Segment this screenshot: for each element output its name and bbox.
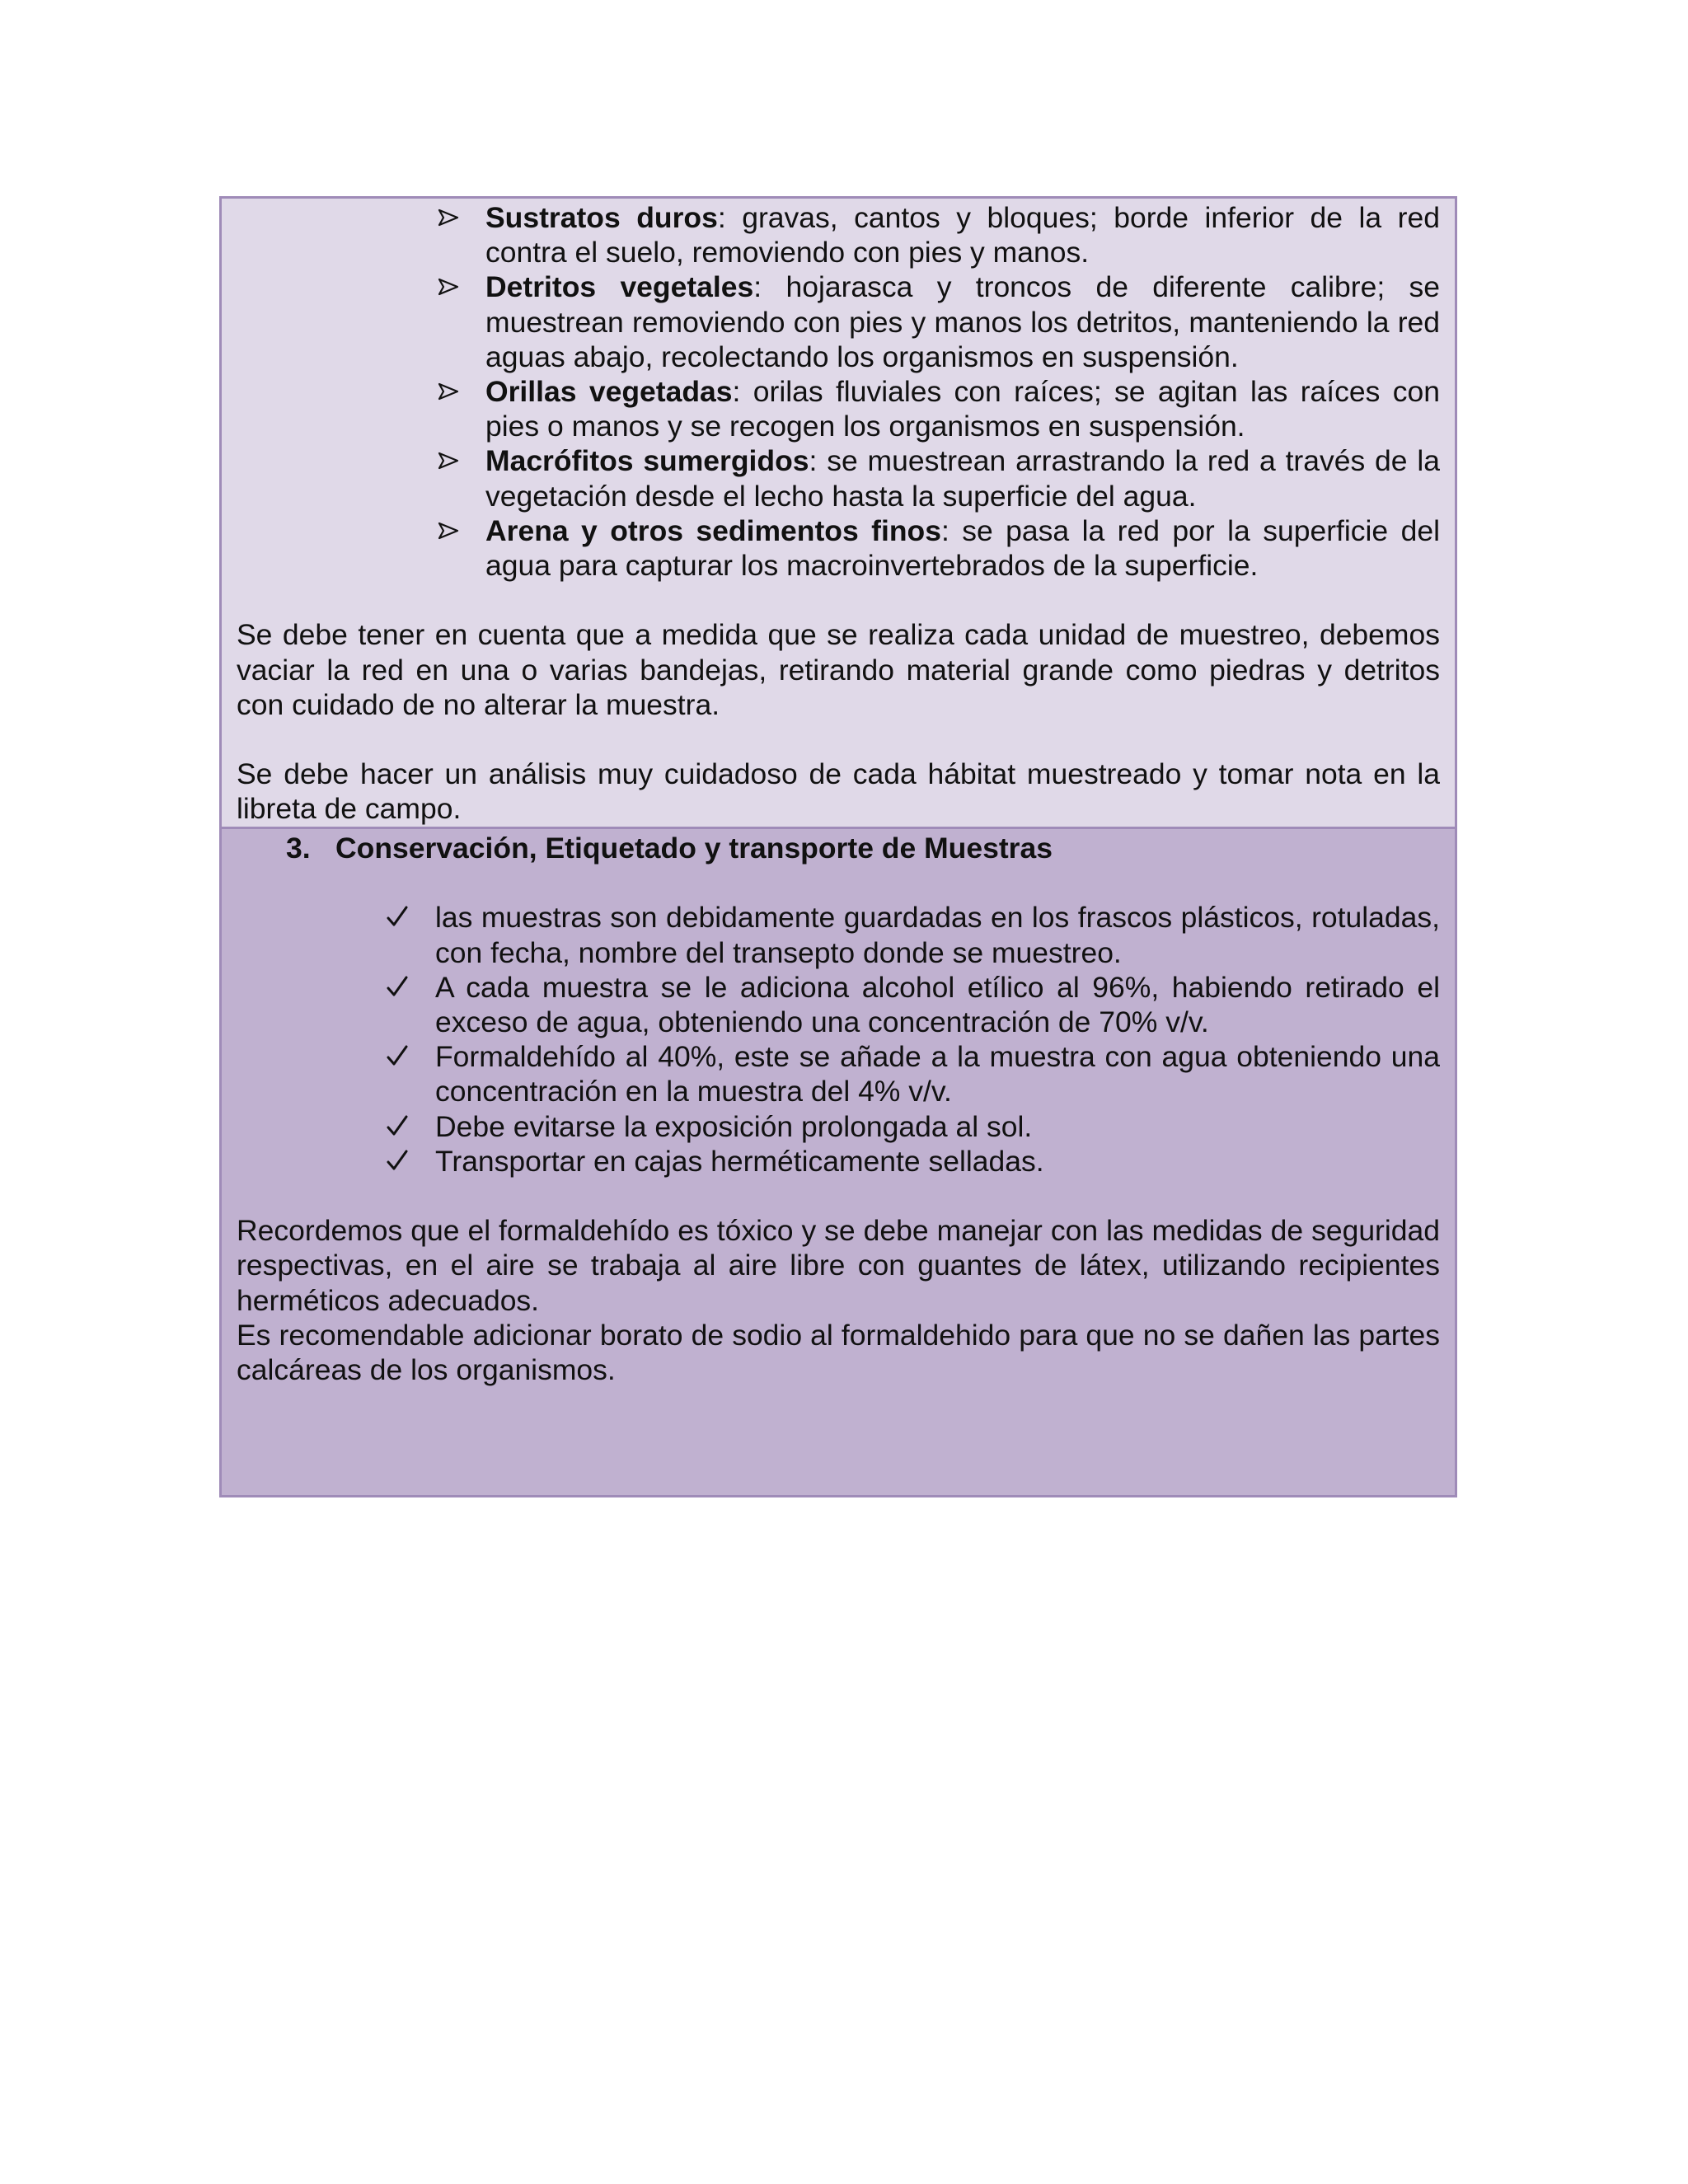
bullet-text: : se pasa la red por la superficie del agua para capturar los macroinvertebrados de la superficie. xyxy=(485,513,1440,583)
section-title: Conservación, Etiquetado y transporte de Muestras xyxy=(335,832,1053,865)
habitat-analysis-paragraph: Se debe hacer un análisis muy cuidadoso de cada hábitat muestreado y tomar nota en la libreta de campo. xyxy=(237,757,1440,826)
checkmark-icon xyxy=(384,970,410,1005)
check-item-text: las muestras son debidamente guardadas en los frascos plásticos, rotuladas, con fecha, nombre del transepto donde se muestreo. xyxy=(435,901,1440,969)
substrate-list xyxy=(237,200,1440,583)
arrow-bullet-icon xyxy=(436,269,462,304)
bullet-term: Arena y otros sedimentos finos xyxy=(485,513,941,547)
sampling-methods-cell xyxy=(222,199,1455,829)
list-item xyxy=(435,900,1440,969)
bullet-text: : se muestrean arrastrando la red a través de la vegetación desde el lecho hasta la superficie del agua. xyxy=(485,444,1440,513)
checkmark-icon xyxy=(384,900,410,935)
check-item-text: Transportar en cajas herméticamente selladas. xyxy=(435,1144,1044,1178)
check-item-text: Debe evitarse la exposición prolongada al sol. xyxy=(435,1109,1033,1143)
conservation-cell xyxy=(222,829,1455,1495)
bullet-text: : hojarasca y troncos de diferente calibre; se muestrean removiendo con pies y manos los detritos, manteniendo la red aguas abajo, recolectando los organismos en suspensión. xyxy=(485,270,1440,373)
bullet-term: Orillas vegetadas xyxy=(485,375,733,409)
bullet-term: Sustratos duros xyxy=(485,201,718,234)
arrow-bullet-icon xyxy=(436,443,462,478)
conservation-checklist xyxy=(237,900,1440,1179)
checkmark-icon xyxy=(384,1144,410,1179)
arrow-bullet-icon xyxy=(436,374,462,409)
list-item xyxy=(435,970,1440,1039)
check-item-text: Formaldehído al 40%, este se añade a la muestra con agua obteniendo una concentración en la muestra del 4% v/v. xyxy=(435,1040,1440,1108)
checkmark-icon xyxy=(384,1109,410,1144)
bullet-term: Macrófitos sumergidos xyxy=(485,444,809,478)
list-item xyxy=(485,374,1440,443)
list-item xyxy=(485,200,1440,269)
safety-paragraph: Recordemos que el formaldehído es tóxico y se debe manejar con las medidas de seguridad respectivas, en el aire se trabaja al aire libre con guantes de látex, utilizando recipientes herméticos adecuados. xyxy=(237,1214,1440,1317)
list-item xyxy=(485,269,1440,374)
list-item xyxy=(485,443,1440,513)
content-table xyxy=(219,196,1457,1497)
list-item xyxy=(435,1144,1440,1179)
checkmark-icon xyxy=(384,1039,410,1074)
bullet-text: : orilas fluviales con raíces; se agitan las raíces con pies o manos y se recogen los organismos en suspensión. xyxy=(485,375,1440,443)
check-item-text: A cada muestra se le adiciona alcohol etílico al 96%, habiendo retirado el exceso de agua, obteniendo una concentración de 70% v/v. xyxy=(435,970,1440,1038)
arrow-bullet-icon xyxy=(436,513,462,548)
list-item xyxy=(435,1109,1440,1144)
list-item xyxy=(485,513,1440,583)
bullet-text: : gravas, cantos y bloques; borde inferior de la red contra el suelo, removiendo con pies y manos. xyxy=(485,201,1440,269)
list-item xyxy=(435,1039,1440,1108)
section-heading xyxy=(286,831,1440,865)
sampling-note-paragraph: Se debe tener en cuenta que a medida que se realiza cada unidad de muestreo, debemos vaciar la red en una o varias bandejas, retirando material grande como piedras y detritos con cuidado de no alterar la muestra. xyxy=(237,618,1440,721)
bullet-term: Detritos vegetales xyxy=(485,270,754,304)
recommendation-paragraph: Es recomendable adicionar borato de sodio al formaldehido para que no se dañen las partes calcáreas de los organismos. xyxy=(237,1318,1440,1387)
section-number: 3. xyxy=(286,832,311,865)
arrow-bullet-icon xyxy=(436,200,462,235)
